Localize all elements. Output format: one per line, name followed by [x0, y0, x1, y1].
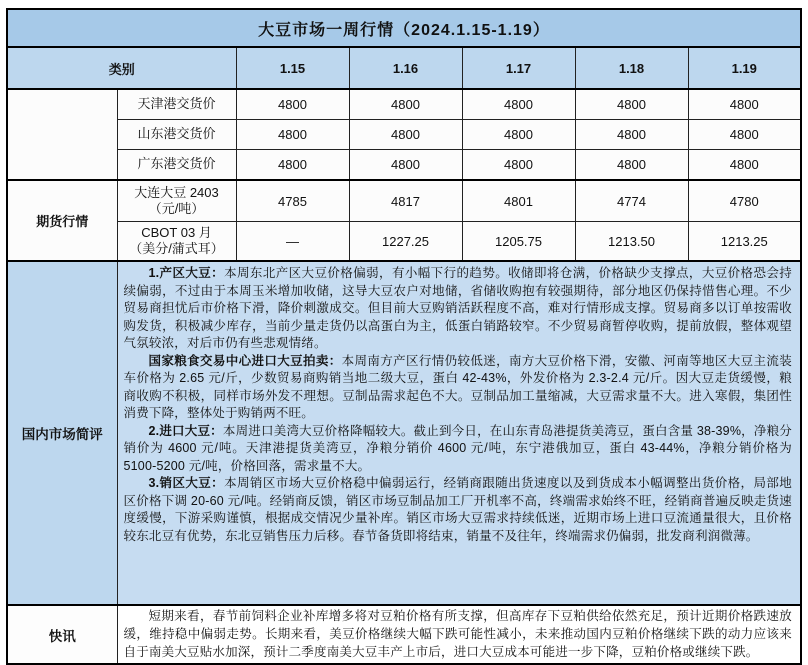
table-row: [7, 150, 801, 181]
paragraph-text: 本周南方产区行情仍较低迷，南方大豆价格下滑，安徽、河南等地区大豆主流装车价格为 2.65 元/斤，少数贸易商购销当地二级大豆，蛋白 42-43%，外发价格为 2.3-2.4 元/斤。因大豆走货缓慢，粮商收购不积极，同样市场外发不理想。豆制品需求起色不大。豆制品加工量缩减，大豆需求量不大。进入寒假，集团性消费下降，整体处于购销两不旺。: [123, 353, 792, 420]
soybean-price-table: [6, 8, 802, 665]
news-label: 快讯: [7, 605, 117, 664]
paragraph-text: 本周销区市场大豆价格稳中偏弱运行，经销商跟随出货速度以及到货成本小幅调整出货价格，局部地区价格下调 20-60 元/吨。经销商反馈，销区市场豆制品加工厂开机率不高，终端需求始终不旺，经销商普遍反映走货速度缓慢，下游采购谨慎，根据成交情况少量补库。销区市场大豆需求持续低迷，近期市场上进口豆流通量很大，且价格较东北豆有优势，东北豆销售压力后移。春节备货即将结束，销量不及往年，终端需求仍偏弱，批发商利润微薄。: [123, 476, 792, 543]
table-row: [7, 89, 801, 120]
row-label: [117, 180, 236, 222]
paragraph-text: 本周东北产区大豆价格偏弱，有小幅下行的趋势。收储即将仓满，价格缺少支撑点，大豆价格恐会持续偏弱，不过由于本周玉米增加收储，这导大豆农户对地储，省储收购抱有较强期待，部分地区仍保持惜售心理。不少贸易商担忧后市价格下滑，降价刺激成交。但目前大豆购销活跃程度不高，难对行情形成支撑。贸易商多以订单按需收购发货，积极减少库存，当前少量走货仍以高蛋白为主，低蛋白销路较窄。不少贸易商暂停收购，提前放假，整体观望气氛较浓，对后市仍有些悲观情绪。: [123, 266, 792, 350]
spot-group-cell: [7, 89, 117, 180]
news-row: [7, 605, 801, 664]
paragraph-lead: 2.进口大豆：: [148, 423, 223, 438]
column-header-date: 1.16: [349, 47, 462, 89]
column-header-date: 1.17: [462, 47, 575, 89]
column-header-date: 1.18: [575, 47, 688, 89]
price-cell: 4800: [236, 120, 349, 150]
commentary-paragraph: [124, 265, 793, 353]
price-cell: 4800: [349, 89, 462, 120]
news-body: [117, 605, 801, 664]
commentary-row: [7, 261, 801, 605]
row-label: 广东港交货价: [117, 150, 236, 181]
column-header-date: 1.19: [688, 47, 801, 89]
row-label-line2: （美分/蒲式耳）: [129, 241, 224, 256]
paragraph-lead: 1.产区大豆：: [148, 266, 225, 280]
price-cell: 4800: [575, 150, 688, 181]
row-label: 天津港交货价: [117, 89, 236, 120]
row-label: 山东港交货价: [117, 120, 236, 150]
price-cell: 1227.25: [349, 222, 462, 262]
table-row: [7, 180, 801, 222]
price-cell: 4801: [462, 180, 575, 222]
paragraph-lead: 国家粮食交易中心进口大豆拍卖：: [148, 353, 342, 368]
price-cell: 4800: [462, 89, 575, 120]
table-title-row: [7, 9, 801, 47]
row-label: [117, 222, 236, 262]
commentary-paragraph: [124, 423, 793, 476]
price-cell: 4800: [349, 150, 462, 181]
price-cell: 4800: [688, 89, 801, 120]
price-cell: 4800: [236, 150, 349, 181]
price-cell: 4780: [688, 180, 801, 222]
price-cell: 4800: [349, 120, 462, 150]
table-row: [7, 120, 801, 150]
column-header-category: 类别: [7, 47, 236, 89]
futures-group-label: 期货行情: [7, 180, 117, 261]
commentary-label: 国内市场简评: [7, 261, 117, 605]
price-cell: 4800: [688, 150, 801, 181]
row-label-line1: 大连大豆 2403: [134, 184, 219, 200]
price-cell: 4800: [462, 150, 575, 181]
page-title: 大豆市场一周行情（2024.1.15-1.19）: [7, 9, 801, 47]
price-cell: 4800: [462, 120, 575, 150]
row-label-line1: CBOT 03 月: [141, 224, 212, 240]
price-cell: 4785: [236, 180, 349, 222]
price-cell: 4800: [575, 120, 688, 150]
paragraph-text: 本周进口美湾大豆价格降幅较大。截止到今日，在山东青岛港提货美湾豆，蛋白含量 38-39%，净粮分销价为 4600 元/吨。天津港提货美湾豆，净粮分销价 4600 元/吨，东宁港俄加豆，蛋白 43-44%，净粮分销价格为 5100-5200 元/吨，价格回落，需求量不大。: [123, 423, 792, 473]
commentary-paragraph: [124, 353, 793, 423]
paragraph-lead: 3.销区大豆：: [148, 476, 225, 490]
commentary-paragraph: [124, 475, 793, 545]
price-cell: 1205.75: [462, 222, 575, 262]
table-row: [7, 222, 801, 262]
commentary-body: [117, 261, 801, 605]
price-cell: 4800: [575, 89, 688, 120]
price-cell: 4774: [575, 180, 688, 222]
row-label-line2: （元/吨）: [148, 201, 205, 216]
price-cell: 4817: [349, 180, 462, 222]
price-cell: 1213.25: [688, 222, 801, 262]
weekly-soybean-report: [6, 8, 801, 665]
news-paragraph: 短期来看，春节前饲料企业补库增多将对豆粕价格有所支撑，但高库存下豆粕供给依然充足，预计近期价格跌速放缓，维持稳中偏弱走势。长期来看，美豆价格继续大幅下跌可能性减小，未来推动国内豆粕价格继续下跌的动力应该来自于南美大豆贴水加深，预计二季度南美大豆丰产上市后，进口大豆成本可能进一步下降，豆粕价格或继续下跌。: [123, 609, 792, 659]
price-cell: 4800: [688, 120, 801, 150]
price-cell: 1213.50: [575, 222, 688, 262]
price-cell: 4800: [236, 89, 349, 120]
price-cell: —: [236, 222, 349, 262]
column-header-date: 1.15: [236, 47, 349, 89]
table-header-row: [7, 47, 801, 89]
